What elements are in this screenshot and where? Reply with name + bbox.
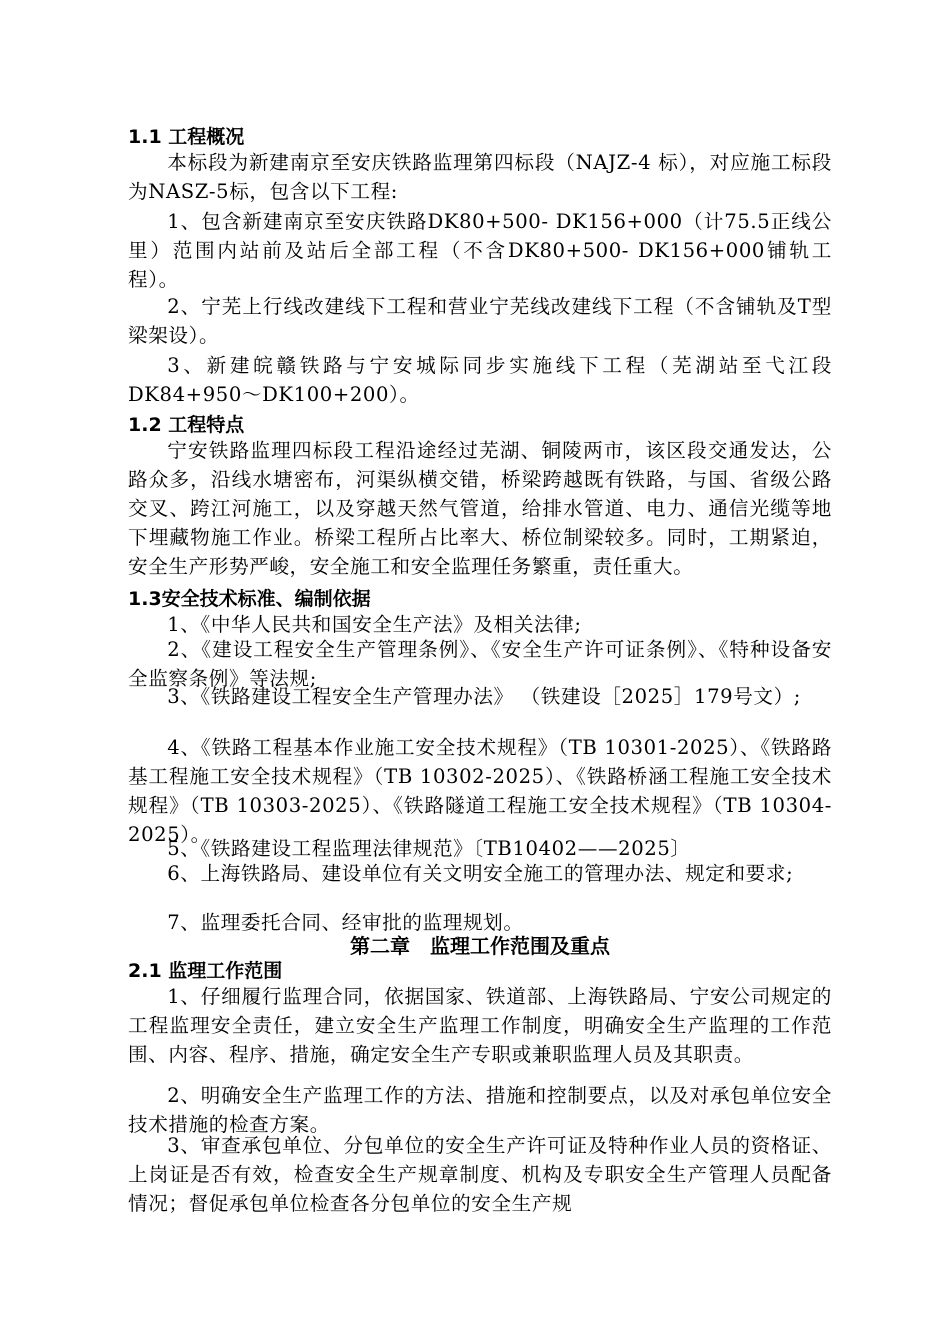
section-1-2-body: 宁安铁路监理四标段工程沿途经过芜湖、铜陵两市，该区段交通发达，公路众多，沿线水塘密布，河渠纵横交错，桥梁跨越既有铁路，与国、省级公路交叉、跨江河施工，以及穿越天然气管道，给排水管道、电力、通信光缆等地下埋藏物施工作业。桥梁工程所占比率大、桥位制梁较多。同时，工期紧迫，安全生产形势严峻，安全施工和安全监理任务繁重，责任重大。: [128, 439, 832, 578]
section-heading-1-1: 1.1 工程概况: [128, 126, 245, 148]
section-heading-2-1: 2.1 监理工作范围: [128, 960, 283, 982]
section-1-3-item-3: 3、《铁路建设工程安全生产管理办法》 （铁建设［2025］179号文）;: [167, 685, 801, 708]
section-heading-1-3: 1.3安全技术标准、编制依据: [128, 588, 371, 610]
section-1-1-item-2: 2、宁芜上行线改建线下工程和营业宁芜线改建线下工程（不含铺轨及T型梁架设）。: [128, 295, 832, 347]
section-heading-1-2: 1.2 工程特点: [128, 414, 245, 436]
chapter-title: 第二章 监理工作范围及重点: [350, 934, 610, 958]
section-1-3-item-1: 1、《中华人民共和国安全生产法》及相关法律;: [167, 613, 582, 636]
section-1-3-item-6: 6、上海铁路局、建设单位有关文明安全施工的管理办法、规定和要求;: [167, 862, 794, 885]
section-2-1-item-1: 1、仔细履行监理合同，依据国家、铁道部、上海铁路局、宁安公司规定的工程监理安全责任，建立安全生产监理工作制度，明确安全生产监理的工作范围、内容、程序、措施，确定安全生产专职或兼职监理人员及其职责。: [128, 985, 832, 1066]
section-1-3-item-5: 5、《铁路建设工程监理法律规范》〔TB10402——2025〕: [167, 837, 691, 860]
section-1-3-item-4: 4、《铁路工程基本作业施工安全技术规程》（TB 10301-2025）、《铁路路基工程施工安全技术规程》（TB 10302-2025）、《铁路桥涵工程施工安全技术规程》（TB 10303-2025）、《铁路隧道工程施工安全技术规程》（TB 10304-2025）。: [128, 736, 832, 846]
section-1-3-item-7: 7、监理委托合同、经审批的监理规划。: [167, 911, 524, 934]
section-1-1-intro: 本标段为新建南京至安庆铁路监理第四标段（NAJZ-4 标），对应施工标段为NASZ-5标，包含以下工程:: [128, 151, 832, 203]
section-1-1-item-1: 1、包含新建南京至安庆铁路DK80+500- DK156+000（计75.5正线公里）范围内站前及站后全部工程（不含DK80+500- DK156+000铺轨工程）。: [128, 210, 832, 291]
section-2-1-item-2: 2、明确安全生产监理工作的方法、措施和控制要点，以及对承包单位安全技术措施的检查方案。: [128, 1084, 832, 1136]
section-2-1-item-3: 3、审查承包单位、分包单位的安全生产许可证及特种作业人员的资格证、上岗证是否有效，检查安全生产规章制度、机构及专职安全生产管理人员配备情况；督促承包单位检查各分包单位的安全生产规: [128, 1134, 832, 1215]
section-1-1-item-3: 3、新建皖赣铁路与宁安城际同步实施线下工程（芜湖站至弋江段DK84+950～DK100+200）。: [128, 354, 832, 406]
section-1-3-item-2: 2、《建设工程安全生产管理条例》、《安全生产许可证条例》、《特种设备安全监察条例》等法规;: [128, 638, 832, 690]
